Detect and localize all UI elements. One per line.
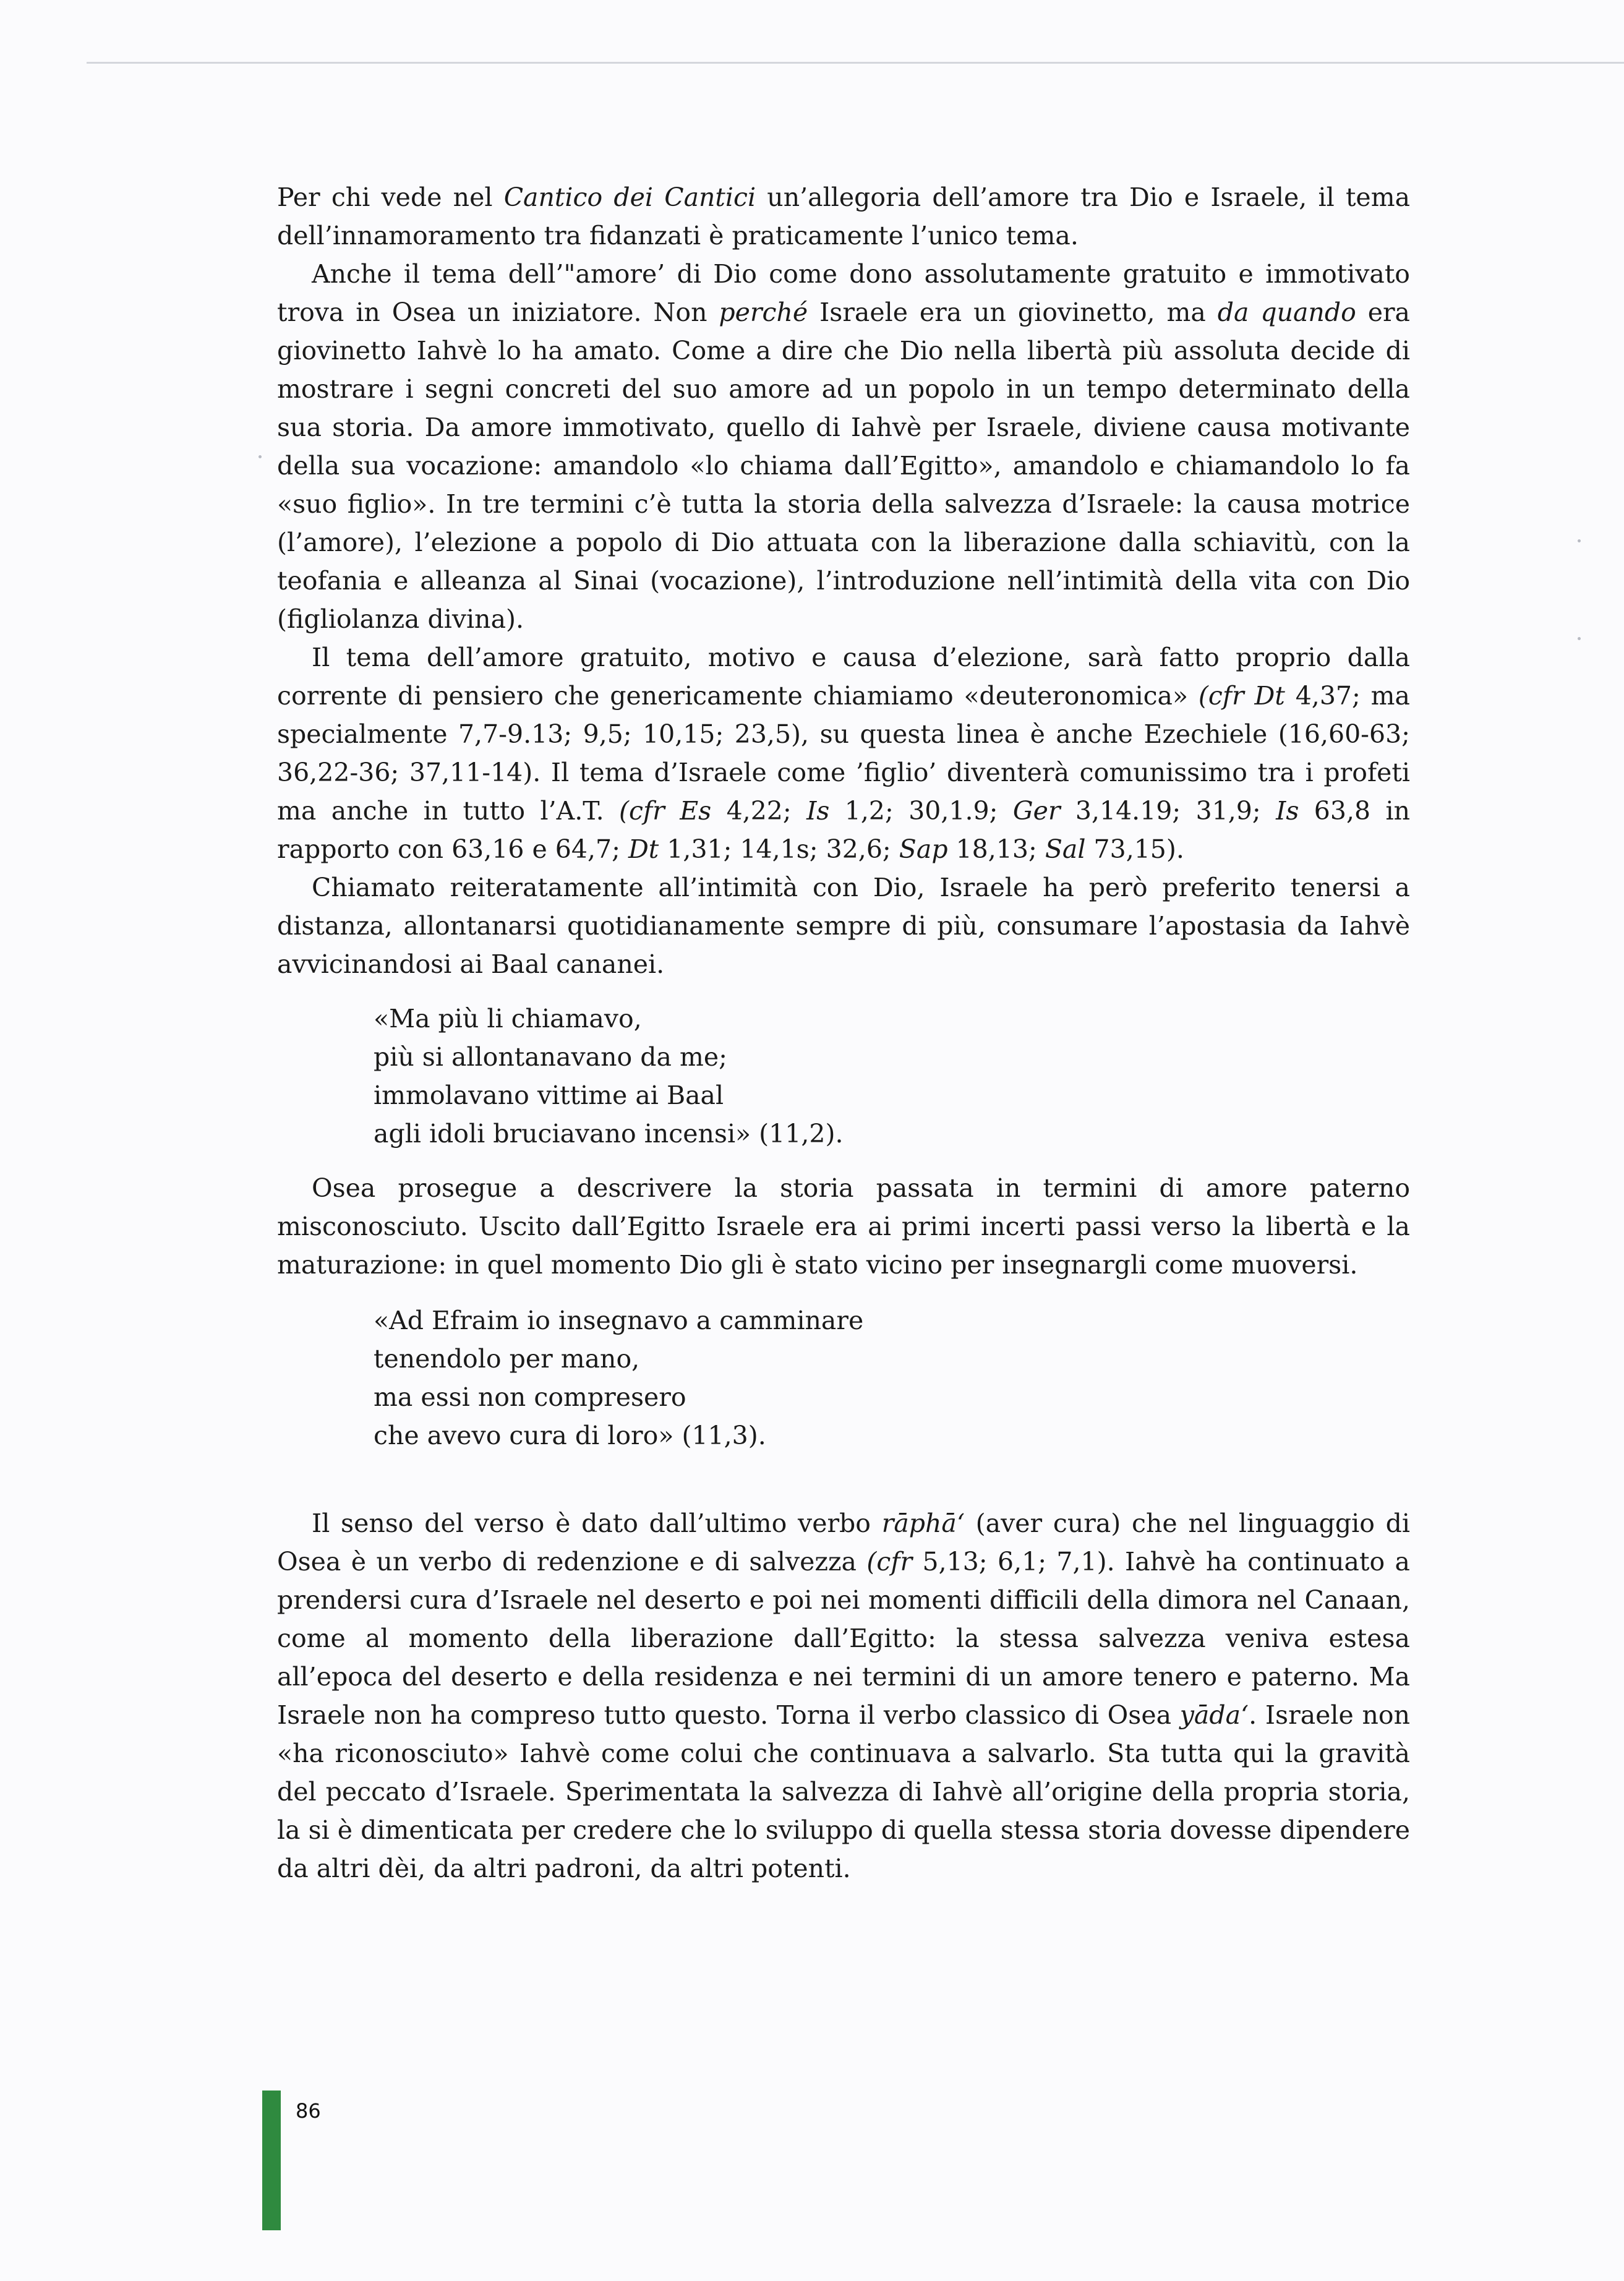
quote-line: tenendolo per mano,	[374, 1344, 640, 1374]
scan-speck	[259, 455, 262, 458]
quote-line: «Ma più li chiamavo,	[374, 1004, 642, 1034]
quote-block-2	[374, 1301, 1410, 1455]
top-rule	[87, 62, 1624, 64]
quote-line: ma essi non compresero	[374, 1382, 686, 1412]
paragraph-2: Anche il tema dell’"amore’ di Dio come dono assolutamente gratuito e immotivato trova in Osea un iniziatore. Non perché Israele era un giovinetto, ma da quando era giovinetto Iahvè lo ha amato. Come a dire che Dio nella libertà più assoluta decide di mostrare i segni concreti del suo amore ad un popolo in un tempo determinato della sua storia. Da amore immotivato, quello di Iahvè per Israele, diviene causa motivante della sua vocazione: amandolo «lo chiama dall’Egitto», amandolo e chiamandolo lo fa «suo figlio». In tre termini c’è tutta la storia della salvezza d’Israele: la causa motrice (l’amore), l’elezione a popolo di Dio attuata con la liberazione dalla schiavitù, con la teofania e alleanza al Sinai (vocazione), l’introduzione nell’intimità della vita con Dio (figliolanza divina).	[277, 259, 1410, 634]
page-number: 86	[296, 2099, 321, 2123]
paragraph-4: Chiamato reiteratamente all’intimità con Dio, Israele ha però preferito tenersi a distanza, allontanarsi quotidianamente sempre di più, consumare l’apostasia da Iahvè avvicinandosi ai Baal cananei.	[277, 873, 1410, 979]
scan-speck	[1578, 539, 1581, 542]
page-body	[277, 178, 1410, 1888]
page-number-bar	[262, 2091, 281, 2230]
scan-speck	[1578, 637, 1581, 640]
paragraph-1: Per chi vede nel Cantico dei Cantici un’allegoria dell’amore tra Dio e Israele, il tema dell’innamoramento tra fidanzati è praticamente l’unico tema.	[277, 182, 1411, 250]
paragraph-3: Il tema dell’amore gratuito, motivo e causa d’elezione, sarà fatto proprio dalla corrente di pensiero che genericamente chiamiamo «deuteronomica» (cfr Dt 4,37; ma specialmente 7,7-9.13; 9,5; 10,15; 23,5), su questa linea è anche Ezechiele (16,60-63; 36,22-36; 37,11-14). Il tema d’Israele come ’figlio’ diventerà comunissimo tra i profeti ma anche in tutto l’A.T. (cfr Es 4,22; Is 1,2; 30,1.9; Ger 3,14.19; 31,9; Is 63,8 in rapporto con 63,16 e 64,7; Dt 1,31; 14,1s; 32,6; Sap 18,13; Sal 73,15).	[277, 643, 1411, 864]
quote-line: «Ad Efraim io insegnavo a camminare	[374, 1306, 864, 1335]
paragraph-6: Il senso del verso è dato dall’ultimo verbo rāphā‘ (aver cura) che nel linguaggio di Osea è un verbo di redenzione e di salvezza (cfr 5,13; 6,1; 7,1). Iahvè ha continuato a prendersi cura d’Israele nel deserto e poi nei momenti difficili della dimora nel Canaan, come al momento della liberazione dall’Egitto: la stessa salvezza veniva estesa all’epoca del deserto e della residenza e nei termini di un amore tenero e paterno. Ma Israele non ha compreso tutto questo. Torna il verbo classico di Osea yāda‘. Israele non «ha riconosciuto» Iahvè come colui che continuava a salvarlo. Sta tutta qui la gravità del peccato d’Israele. Sperimentata la salvezza di Iahvè all’origine della propria storia, la si è dimenticata per credere che lo sviluppo di quella stessa storia dovesse dipendere da altri dèi, da altri padroni, da altri potenti.	[277, 1509, 1411, 1883]
quote-line: che avevo cura di loro» (11,3).	[374, 1421, 766, 1450]
quote-line: agli idoli bruciavano incensi» (11,2).	[374, 1119, 844, 1149]
quote-line: immolavano vittime ai Baal	[374, 1081, 724, 1110]
paragraph-5: Osea prosegue a descrivere la storia passata in termini di amore paterno misconosciuto. Uscito dall’Egitto Israele era ai primi incerti passi verso la libertà e la maturazione: in quel momento Dio gli è stato vicino per insegnargli come muoversi.	[277, 1173, 1410, 1280]
quote-block-1	[374, 999, 1410, 1153]
quote-line: più si allontanavano da me;	[374, 1042, 727, 1072]
